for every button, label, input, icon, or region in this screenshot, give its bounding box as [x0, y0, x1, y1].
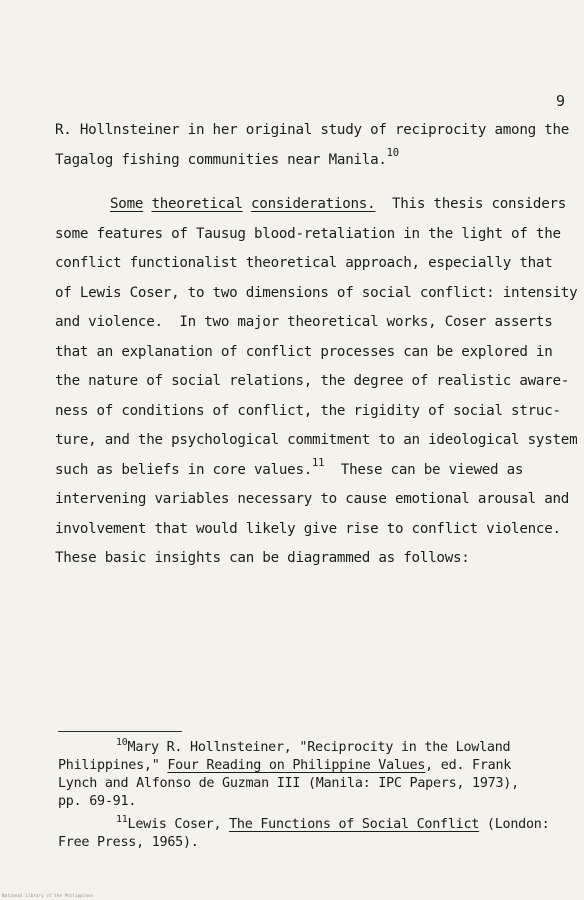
section-heading-word: Some — [110, 196, 144, 212]
body-line: ness of conditions of conflict, the rigidity of social struc- — [55, 403, 561, 419]
footnote-ref: 10 — [386, 147, 399, 159]
body-line: R. Hollnsteiner in her original study of reciprocity among the — [55, 122, 570, 138]
body-line: some features of Tausug blood-retaliation in the light of the — [55, 226, 561, 242]
page-number: 9 — [556, 92, 566, 110]
footnote-line: pp. 69-91. — [58, 794, 137, 809]
body-line: ture, and the psychological commitment to an ideological system — [55, 432, 578, 448]
body-line: involvement that would likely give rise to conflict violence. — [55, 521, 561, 537]
body-line: of Lewis Coser, to two dimensions of social conflict: intensity — [55, 285, 578, 301]
footnote-ref: 11 — [312, 457, 325, 469]
footnote-title: The Functions of Social Conflict — [229, 817, 480, 832]
section-heading-word: theoretical — [151, 196, 243, 212]
body-line: These basic insights can be diagrammed as follows: — [55, 550, 470, 566]
footnote-line: $^{10}$Mary R. Hollnsteiner, "Reciprocity in the Lowland — [116, 737, 511, 755]
footnote-line: Lynch and Alfonso de Guzman III (Manila: IPC Papers, 1973), — [58, 776, 519, 791]
footnote-line: Philippines," Four Reading on Philippine Values, ed. Frank — [58, 758, 512, 773]
body-line: the nature of social relations, the degree of realistic aware- — [55, 373, 570, 389]
section-heading-line: Some theoretical considerations. This thesis considers — [110, 196, 567, 212]
footnote-title: Four Reading on Philippine Values — [167, 758, 426, 773]
footnote-number: 10 — [116, 737, 128, 748]
archive-footer: National Library of the Philippines — [2, 893, 94, 898]
body-line: conflict functionalist theoretical approach, especially that — [55, 255, 553, 271]
body-line: that an explanation of conflict processes can be explored in — [55, 344, 553, 360]
footnote-divider — [58, 731, 182, 732]
footnote-line: Free Press, 1965). — [58, 835, 199, 850]
body-line: intervening variables necessary to cause emotional arousal and — [55, 491, 570, 507]
section-heading-word: considerations. — [250, 196, 376, 212]
body-line: Tagalog fishing communities near Manila.$^{10}$ — [55, 147, 399, 168]
footnote-number: 11 — [116, 814, 128, 825]
footnote-line: $^{11}$Lewis Coser, The Functions of Social Conflict (London: — [116, 814, 550, 832]
body-line: and violence. In two major theoretical works, Coser asserts — [55, 314, 553, 330]
body-line: such as beliefs in core values.$^{11}$ These can be viewed as — [55, 457, 524, 478]
